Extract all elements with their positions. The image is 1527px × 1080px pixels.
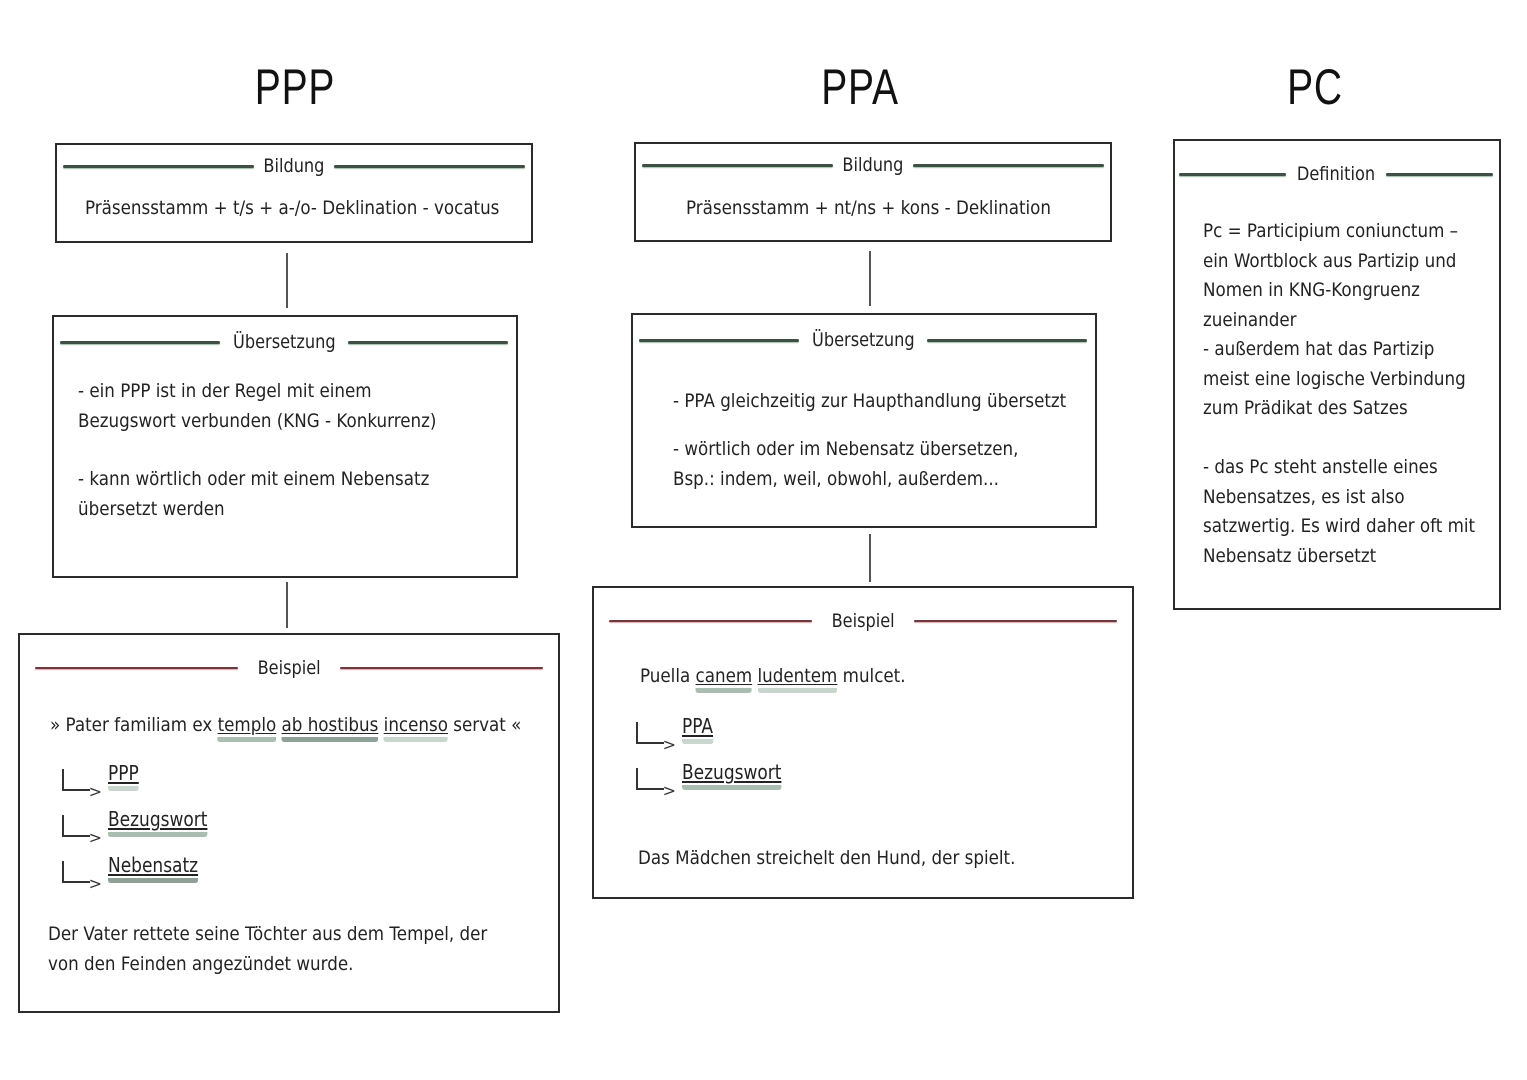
header-line — [913, 164, 1104, 167]
highlight-bezugswort: templo — [218, 714, 277, 742]
header-line — [348, 341, 508, 344]
ppp-uebersetzung-point-1: - ein PPP ist in der Regel mit einem Bezugswort verbunden (KNG - Konkurrenz) — [78, 380, 437, 432]
header-line — [639, 339, 799, 342]
ppa-title: PPA — [821, 59, 899, 115]
ppa-translation: Das Mädchen streichelt den Hund, der spielt. — [638, 847, 1016, 869]
connector-line — [286, 253, 288, 308]
ppa-example-sentence: Puella canem ludentem mulcet. — [640, 662, 992, 692]
ppp-translation: Der Vater rettete seine Töchter aus dem Tempel, der von den Feinden angezündet wurde. — [48, 923, 488, 975]
bildung-label: Bildung — [263, 155, 325, 177]
ppp-beispiel-box — [18, 633, 560, 1013]
pc-definition-point-3: - das Pc steht anstelle eines Nebensatzes, es ist also satzwertig. Es wird daher oft mit Nebensatz übersetzt — [1203, 456, 1476, 567]
uebersetzung-label: Übersetzung — [232, 331, 336, 353]
header-line — [927, 339, 1087, 342]
header-line — [914, 620, 1117, 622]
arrow-item-bezugswort — [62, 807, 225, 837]
ppp-uebersetzung-box — [52, 315, 518, 578]
ppp-example-sentence: » Pater familiam ex templo ab hostibus incenso servat « — [50, 711, 543, 741]
arrow-icon — [62, 861, 90, 883]
arrow-item-ppp — [62, 761, 144, 791]
ppa-bildung-text: Präsensstamm + nt/ns + kons - Deklination — [686, 197, 1051, 219]
arrow-item-nebensatz — [62, 853, 214, 883]
ppa-beispiel-box — [592, 586, 1134, 899]
pc-definition-box — [1173, 139, 1501, 610]
bildung-label: Bildung — [842, 154, 904, 176]
pc-definition-point-1: Pc = Participium coniunctum – ein Wortblock aus Partizip und Nomen in KNG-Kongruenz zueinander — [1203, 220, 1459, 331]
arrow-label: Bezugswort — [682, 760, 781, 790]
arrow-label: PPA — [682, 714, 713, 744]
arrow-icon — [62, 815, 90, 837]
connector-line — [286, 582, 288, 628]
header-line — [340, 667, 543, 669]
header-line — [1386, 173, 1493, 176]
beispiel-label: Beispiel — [831, 610, 895, 632]
arrow-label: Bezugswort — [108, 807, 207, 837]
pc-title: PC — [1287, 59, 1343, 115]
header-line — [63, 165, 254, 168]
arrow-icon — [62, 769, 90, 791]
pc-definition-point-2: - außerdem hat das Partizip meist eine logische Verbindung zum Prädikat des Satzes — [1203, 338, 1466, 419]
highlight-nebensatz: ab hostibus — [282, 714, 379, 742]
highlight-ppp: incenso — [384, 714, 448, 742]
ppp-title: PPP — [254, 59, 336, 115]
ppp-bildung-text: Präsensstamm + t/s + a-/o- Deklination - vocatus — [85, 197, 500, 219]
uebersetzung-label: Übersetzung — [811, 329, 915, 351]
header-line — [642, 164, 833, 167]
arrow-icon — [636, 722, 664, 744]
header-line — [1179, 173, 1286, 176]
ppa-uebersetzung-point-1: - PPA gleichzeitig zur Haupthandlung übersetzt — [673, 390, 1067, 412]
header-line — [35, 667, 238, 669]
ppa-uebersetzung-point-2: - wörtlich oder im Nebensatz übersetzen, Bsp.: indem, weil, obwohl, außerdem... — [673, 438, 1019, 490]
ppa-bildung-box — [634, 142, 1112, 242]
arrow-item-bezugswort — [636, 760, 799, 790]
highlight-bezugswort: canem — [696, 665, 753, 693]
definition-label: Definition — [1296, 163, 1376, 185]
ppa-uebersetzung-box — [631, 313, 1097, 528]
ppp-uebersetzung-point-2: - kann wörtlich oder mit einem Nebensatz übersetzt werden — [78, 468, 430, 520]
ppp-bildung-box — [55, 143, 533, 243]
arrow-icon — [636, 768, 664, 790]
arrow-item-ppa — [636, 714, 719, 744]
header-line — [609, 620, 812, 622]
arrow-label: Nebensatz — [108, 853, 198, 883]
arrow-label: PPP — [108, 761, 139, 791]
connector-line — [869, 251, 871, 306]
connector-line — [869, 534, 871, 582]
highlight-ppa: ludentem — [757, 665, 837, 693]
beispiel-label: Beispiel — [257, 657, 321, 679]
header-line — [60, 341, 220, 344]
header-line — [334, 165, 525, 168]
